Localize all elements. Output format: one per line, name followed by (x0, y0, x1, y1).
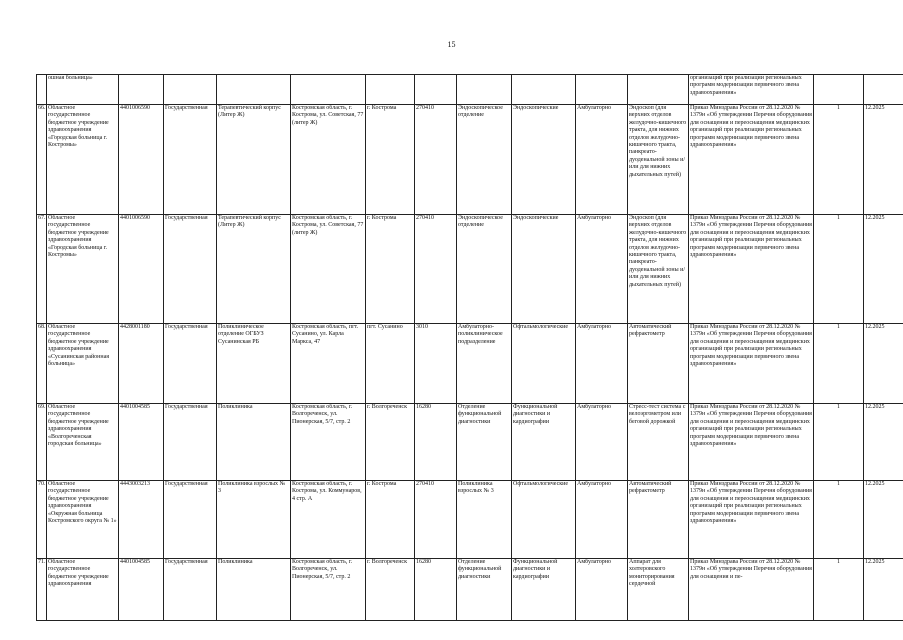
cell-equipment: Автоматический рефрактометр (628, 324, 689, 404)
cell-num: 67. (37, 215, 47, 324)
cell-unit (217, 75, 291, 105)
cell-care: Амбулаторно (576, 324, 628, 404)
table-row (37, 105, 903, 215)
cell-inn (119, 75, 164, 105)
cell-population: 270410 (415, 105, 457, 215)
cell-qty: 1 (814, 404, 864, 481)
cell-department: Амбулаторно-поликлиническое подразделение (457, 324, 512, 404)
cell-num (37, 75, 47, 105)
cell-locality (366, 75, 415, 105)
page-number: 15 (447, 40, 456, 49)
cell-locality: г. Кострома (366, 481, 415, 559)
cell-care: Амбулаторно (576, 404, 628, 481)
cell-equipment (628, 75, 689, 105)
cell-address: Костромская область, г. Волгореченск, ул. Пионерская, 5/7, стр. 2 (291, 559, 366, 621)
table-row (37, 559, 903, 621)
cell-document: Приказ Минздрава России от 28.12.2020 № 1379н «Об утверждении Перечня оборудования для оснащения и переоснащения медицинских организаций при реализации региональных программ модернизации первичного звена здравоохранения» (689, 105, 814, 215)
cell-locality: г. Кострома (366, 105, 415, 215)
cell-qty: 1 (814, 105, 864, 215)
cell-date: 12.2025 (864, 559, 903, 621)
table-row (37, 75, 903, 105)
cell-profile (512, 75, 576, 105)
cell-care: Амбулаторно (576, 481, 628, 559)
cell-population: 270410 (415, 481, 457, 559)
cell-unit: Терапевтический корпус (Литер Ж) (217, 105, 291, 215)
cell-qty: 1 (814, 559, 864, 621)
cell-ownership: Государственная (164, 105, 217, 215)
cell-num: 68. (37, 324, 47, 404)
table-row (37, 324, 903, 404)
cell-name: ошная больница» (47, 75, 119, 105)
cell-document: Приказ Минздрава России от 28.12.2020 № 1379н «Об утверждении Перечня оборудования для оснащения и переоснащения медицинских организаций при реализации региональных программ модернизации первичного звена здравоохранения» (689, 324, 814, 404)
cell-name: Областное государственное бюджетное учреждение здравоохранения «Волгореченская городская больница» (47, 404, 119, 481)
cell-name: Областное государственное бюджетное учреждение здравоохранения «Окружная больница Костромского округа № 1» (47, 481, 119, 559)
cell-locality: г. Волгореченск (366, 559, 415, 621)
cell-name: Областное государственное бюджетное учреждение здравоохранения (47, 559, 119, 621)
cell-unit: Поликлиническое отделение ОГБУЗ Сусанинская РБ (217, 324, 291, 404)
cell-document: Приказ Минздрава России от 28.12.2020 № 1379н «Об утверждении Перечня оборудования для оснащения и переоснащения медицинских организаций при реализации региональных программ модернизации первичного звена здравоохранения» (689, 215, 814, 324)
cell-inn: 4401006590 (119, 105, 164, 215)
cell-equipment: Аппарат для холтеровского мониторирования сердечной (628, 559, 689, 621)
cell-care: Амбулаторно (576, 105, 628, 215)
cell-inn: 4443003213 (119, 481, 164, 559)
cell-qty (814, 75, 864, 105)
cell-profile: Офтальмологические (512, 481, 576, 559)
cell-department: Поликлиника взрослых № 3 (457, 481, 512, 559)
cell-num: 66. (37, 105, 47, 215)
cell-num: 71. (37, 559, 47, 621)
cell-name: Областное государственное бюджетное учреждение здравоохранения «Городская больница г. Костромы» (47, 215, 119, 324)
cell-inn: 4401006590 (119, 215, 164, 324)
equipment-register-table (36, 74, 903, 621)
table-row (37, 404, 903, 481)
cell-locality: г. Волгореченск (366, 404, 415, 481)
cell-document: Приказ Минздрава России от 28.12.2020 № 1379н «Об утверждении Перечня оборудования для оснащения и переоснащения медицинских организаций при реализации региональных программ модернизации первичного звена здравоохранения» (689, 404, 814, 481)
cell-address: Костромская область, г. Кострома, ул. Советская, 77 (литер Ж) (291, 105, 366, 215)
cell-ownership (164, 75, 217, 105)
cell-department (457, 75, 512, 105)
cell-name: Областное государственное бюджетное учреждение здравоохранения «Городская больница г. Костромы» (47, 105, 119, 215)
cell-unit: Поликлиника (217, 404, 291, 481)
cell-qty: 1 (814, 215, 864, 324)
cell-document: Приказ Минздрава России от 28.12.2020 № 1379н «Об утверждении Перечня оборудования для оснащения и пе- (689, 559, 814, 621)
cell-population: 3010 (415, 324, 457, 404)
cell-date: 12.2025 (864, 481, 903, 559)
cell-qty: 1 (814, 481, 864, 559)
cell-document: организаций при реализации региональных программ модернизации первичного звена здравоохранения» (689, 75, 814, 105)
cell-inn: 4428001180 (119, 324, 164, 404)
cell-unit: Поликлиника взрослых № 3 (217, 481, 291, 559)
cell-profile: Офтальмологические (512, 324, 576, 404)
cell-qty: 1 (814, 324, 864, 404)
cell-inn: 4401004585 (119, 404, 164, 481)
cell-population: 16280 (415, 559, 457, 621)
cell-locality: г. Кострома (366, 215, 415, 324)
cell-department: Отделение функциональной диагностики (457, 404, 512, 481)
cell-profile: Эндоскопические (512, 215, 576, 324)
cell-ownership: Государственная (164, 559, 217, 621)
cell-department: Эндоскопическое отделение (457, 105, 512, 215)
cell-ownership: Государственная (164, 324, 217, 404)
cell-care: Амбулаторно (576, 559, 628, 621)
cell-unit: Поликлиника (217, 559, 291, 621)
cell-address: Костромская область, г. Кострома, ул. Советская, 77 (литер Ж) (291, 215, 366, 324)
cell-equipment: Эндоскоп (для верхних отделов желудочно-кишечного тракта, для нижних отделов желудочно-кишечного тракта, панкреато-дуоденальной зоны и/или для нижних дыхательных путей) (628, 215, 689, 324)
cell-care: Амбулаторно (576, 215, 628, 324)
cell-address: Костромская область, г. Волгореченск, ул. Пионерская, 5/7, стр. 2 (291, 404, 366, 481)
cell-profile: Функциональной диагностики и кардиографии (512, 404, 576, 481)
cell-equipment: Стресс-тест система с велоэргометром или беговой дорожкой (628, 404, 689, 481)
cell-population (415, 75, 457, 105)
cell-ownership: Государственная (164, 481, 217, 559)
cell-ownership: Государственная (164, 404, 217, 481)
table-row (37, 481, 903, 559)
cell-care (576, 75, 628, 105)
cell-locality: пгт. Сусанино (366, 324, 415, 404)
cell-address: Костромская область, г. Кострома, ул. Коммунаров, 4 стр. А (291, 481, 366, 559)
cell-unit: Терапевтический корпус (Литер Ж) (217, 215, 291, 324)
cell-equipment: Автоматический рефрактометр (628, 481, 689, 559)
cell-profile: Эндоскопические (512, 105, 576, 215)
cell-inn: 4401004585 (119, 559, 164, 621)
cell-date: 12.2025 (864, 105, 903, 215)
cell-population: 270410 (415, 215, 457, 324)
cell-population: 16280 (415, 404, 457, 481)
cell-date: 12.2025 (864, 215, 903, 324)
cell-address: Костромская область, пгт. Сусанино, ул. Карла Маркса, 47 (291, 324, 366, 404)
cell-num: 70. (37, 481, 47, 559)
cell-address (291, 75, 366, 105)
cell-date: 12.2025 (864, 324, 903, 404)
cell-date: 12.2025 (864, 404, 903, 481)
cell-document: Приказ Минздрава России от 28.12.2020 № 1379н «Об утверждении Перечня оборудования для оснащения и переоснащения медицинских организаций при реализации региональных программ модернизации первичного звена здравоохранения» (689, 481, 814, 559)
cell-name: Областное государственное бюджетное учреждение здравоохранения «Сусанинская районная больница» (47, 324, 119, 404)
cell-ownership: Государственная (164, 215, 217, 324)
cell-equipment: Эндоскоп (для верхних отделов желудочно-кишечного тракта, для нижних отделов желудочно-кишечного тракта, панкреато-дуоденальной зоны и/или для нижних дыхательных путей) (628, 105, 689, 215)
table-row (37, 215, 903, 324)
cell-department: Эндоскопическое отделение (457, 215, 512, 324)
cell-date (864, 75, 903, 105)
cell-profile: Функциональной диагностики и кардиографии (512, 559, 576, 621)
cell-num: 69. (37, 404, 47, 481)
cell-department: Отделение функциональной диагностики (457, 559, 512, 621)
